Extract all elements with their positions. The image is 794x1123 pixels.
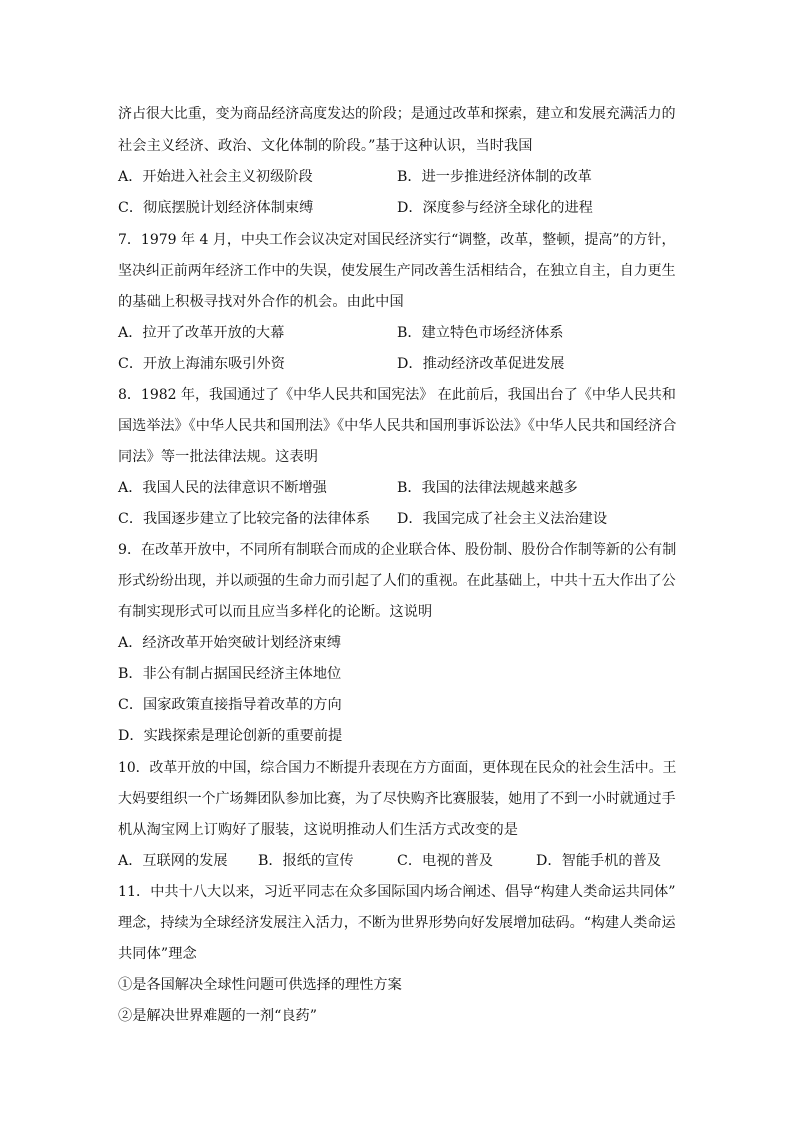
q10-text-line-2: 大妈要组织一个广场舞团队参加比赛，为了尽快购齐比赛服装，她用了不到一小时就通过手 <box>118 791 676 807</box>
q9-text-line-1: 9．在改革开放中，不同所有制联合而成的企业联合体、股份制、股份合作制等新的公有制 <box>118 542 677 558</box>
q7-text-line-1: 7．1979 年 4 月，中央工作会议决定对国民经济实行“调整，改革，整顿，提高”的方针， <box>118 232 676 248</box>
q7-option-a: A．拉开了改革开放的大幕 <box>118 325 285 341</box>
q11-text-line-1: 11．中共十八大以来，习近平同志在众多国际国内场合阐述、倡导“构建人类命运共同体” <box>118 884 676 900</box>
q10-option-b: B．报纸的宣传 <box>258 853 354 869</box>
q10-text-line-1: 10．改革开放的中国，综合国力不断提升表现在方方面面，更体现在民众的社会生活中。王 <box>118 760 677 776</box>
q8-option-a: A．我国人民的法律意识不断增强 <box>118 480 327 496</box>
q6-option-c: C．彻底摆脱计划经济体制束缚 <box>118 200 314 216</box>
q7-text-line-2: 坚决纠正前两年经济工作中的失误，使发展生产同改善生活相结合，在独立自主，自力更生 <box>118 263 676 279</box>
q7-option-c: C．开放上海浦东吸引外资 <box>118 356 285 372</box>
q11-text-line-3: 共同体”理念 <box>118 946 197 962</box>
q10-text-line-3: 机从淘宝网上订购好了服装，这说明推动人们生活方式改变的是 <box>118 822 519 838</box>
q8-option-c: C．我国逐步建立了比较完备的法律体系 <box>118 511 371 527</box>
q9-text-line-3: 有制实现形式可以而且应当多样化的论断。这说明 <box>118 604 433 620</box>
q11-statement-1: ①是各国解决全球性问题可供选择的理性方案 <box>118 977 402 993</box>
q7-option-d: D．推动经济改革促进发展 <box>397 356 565 372</box>
q6-text-line-1: 济占很大比重，变为商品经济高度发达的阶段；是通过改革和探索，建立和发展充满活力的 <box>118 106 676 122</box>
q8-option-b: B．我国的法律法规越来越多 <box>397 480 578 496</box>
q10-option-a: A．互联网的发展 <box>118 853 228 869</box>
q10-option-d: D．智能手机的普及 <box>536 853 661 869</box>
q11-statement-2: ②是解决世界难题的一剂“良药” <box>118 1008 317 1024</box>
q9-option-d: D．实践探索是理论创新的重要前提 <box>118 728 343 744</box>
q6-text-line-2: 社会主义经济、政治、文化体制的阶段。”基于这种认识，当时我国 <box>118 138 533 154</box>
q7-text-line-3: 的基础上积极寻找对外合作的机会。由此中国 <box>118 294 404 310</box>
q6-option-a: A．开始进入社会主义初级阶段 <box>118 169 313 185</box>
q8-text-line-3: 同法》等一批法律法规。这表明 <box>118 449 319 465</box>
q9-option-a: A．经济改革开始突破计划经济束缚 <box>118 635 342 651</box>
q9-option-b: B．非公有制占据国民经济主体地位 <box>118 666 342 682</box>
q8-option-d: D．我国完成了社会主义法治建设 <box>397 511 608 527</box>
q9-text-line-2: 形式纷纷出现，并以顽强的生命力而引起了人们的重视。在此基础上，中共十五大作出了公 <box>118 573 676 589</box>
q6-option-d: D．深度参与经济全球化的进程 <box>397 200 593 216</box>
q6-option-b: B．进一步推进经济体制的改革 <box>397 169 592 185</box>
q7-option-b: B．建立特色市场经济体系 <box>397 325 564 341</box>
q10-option-c: C．电视的普及 <box>397 853 493 869</box>
q8-text-line-2: 国选举法》《中华人民共和国刑法》《中华人民共和国刑事诉讼法》《中华人民共和国经济合 <box>118 418 677 434</box>
q11-text-line-2: 理念，持续为全球经济发展注入活力，不断为世界形势向好发展增加砝码。“构建人类命运 <box>118 915 676 931</box>
q8-text-line-1: 8．1982 年，我国通过了《中华人民共和国宪法》 在此前后，我国出台了《中华人民共和 <box>118 387 676 403</box>
q9-option-c: C．国家政策直接指导着改革的方向 <box>118 697 342 713</box>
